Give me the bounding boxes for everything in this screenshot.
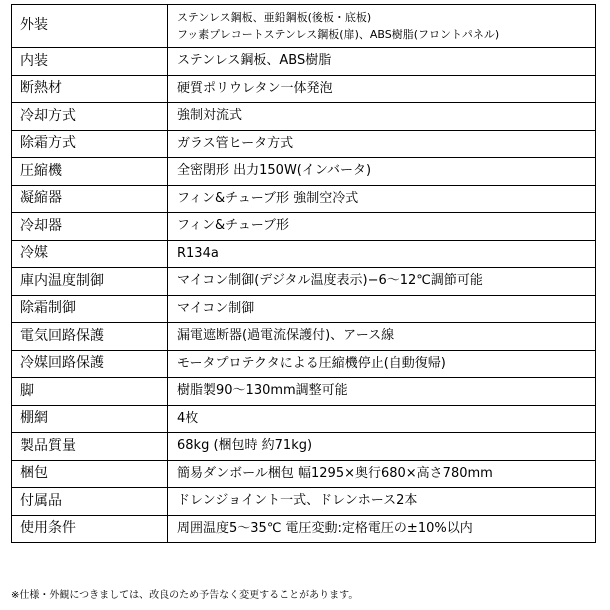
spec-value-line: 強制対流式 (177, 108, 243, 124)
spec-value (168, 488, 596, 516)
spec-row (12, 213, 596, 241)
spec-row (12, 103, 596, 131)
spec-label: 凝縮器 (12, 185, 168, 213)
spec-value (168, 103, 596, 131)
spec-row (12, 185, 596, 213)
spec-value (168, 268, 596, 296)
spec-label: 棚網 (12, 405, 168, 433)
spec-label: 冷媒 (12, 240, 168, 268)
spec-label: 除霜制御 (12, 295, 168, 323)
spec-value (168, 5, 596, 48)
spec-value-line: フィン&チューブ形 強制空冷式 (177, 190, 359, 206)
spec-value (168, 75, 596, 103)
spec-label: 脚 (12, 378, 168, 406)
spec-value (168, 515, 596, 543)
spec-label: 庫内温度制御 (12, 268, 168, 296)
spec-value (168, 350, 596, 378)
spec-value (168, 240, 596, 268)
spec-value-line: ドレンジョイント一式、ドレンホース2本 (177, 493, 418, 509)
spec-table (11, 4, 596, 543)
spec-value-line: ステンレス鋼板、亜鉛鋼板(後板・底板) (177, 11, 372, 24)
spec-row (12, 5, 596, 48)
spec-value (168, 323, 596, 351)
spec-row (12, 433, 596, 461)
spec-value-line: 68kg (梱包時 約71kg) (177, 438, 313, 454)
spec-table-body (12, 5, 596, 543)
spec-row (12, 295, 596, 323)
spec-row (12, 158, 596, 186)
spec-row (12, 515, 596, 543)
spec-label: 冷却方式 (12, 103, 168, 131)
spec-label: 冷媒回路保護 (12, 350, 168, 378)
spec-row (12, 350, 596, 378)
spec-value-line: 樹脂製90〜130mm調整可能 (177, 383, 348, 399)
spec-row (12, 323, 596, 351)
spec-value (168, 213, 596, 241)
spec-value (168, 378, 596, 406)
spec-value (168, 405, 596, 433)
spec-value-line: R134a (177, 245, 219, 261)
spec-value (168, 295, 596, 323)
spec-value-line: 簡易ダンボール梱包 幅1295×奥行680×高さ780mm (177, 465, 493, 481)
spec-value (168, 130, 596, 158)
spec-row (12, 460, 596, 488)
spec-value-line: モータプロテクタによる圧縮機停止(自動復帰) (177, 355, 446, 371)
spec-value (168, 460, 596, 488)
spec-value (168, 433, 596, 461)
spec-label: 付属品 (12, 488, 168, 516)
spec-label: 断熱材 (12, 75, 168, 103)
spec-row (12, 405, 596, 433)
spec-label: 冷却器 (12, 213, 168, 241)
spec-row (12, 48, 596, 76)
footnote: ※仕様・外観につきましては、改良のため予告なく変更することがあります。 (11, 590, 359, 601)
spec-value-line: 周囲温度5〜35℃ 電圧変動:定格電圧の±10%以内 (177, 520, 473, 536)
spec-row (12, 240, 596, 268)
spec-row (12, 488, 596, 516)
spec-value-line: ステンレス鋼板、ABS樹脂 (177, 53, 332, 69)
spec-row (12, 75, 596, 103)
spec-row (12, 268, 596, 296)
spec-row (12, 130, 596, 158)
spec-value-line: フィン&チューブ形 (177, 218, 290, 234)
spec-label: 電気回路保護 (12, 323, 168, 351)
spec-label: 梱包 (12, 460, 168, 488)
spec-label: 外装 (12, 5, 168, 48)
spec-label: 圧縮機 (12, 158, 168, 186)
spec-value-line: マイコン制御(デジタル温度表示)−6〜12℃調節可能 (177, 273, 483, 289)
spec-value (168, 158, 596, 186)
spec-value-line: ガラス管ヒータ方式 (177, 135, 294, 151)
spec-label: 内装 (12, 48, 168, 76)
spec-label: 除霜方式 (12, 130, 168, 158)
spec-value (168, 185, 596, 213)
spec-label: 製品質量 (12, 433, 168, 461)
spec-value-line: 硬質ポリウレタン一体発泡 (177, 80, 333, 96)
spec-value-line: フッ素プレコートステンレス鋼板(扉)、ABS樹脂(フロントパネル) (177, 28, 500, 41)
spec-value-line: 漏電遮断器(過電流保護付)、アース線 (177, 328, 395, 344)
spec-value (168, 48, 596, 76)
spec-value-line: 全密閉形 出力150W(インバータ) (177, 163, 372, 179)
spec-value-line: 4枚 (177, 410, 199, 426)
spec-row (12, 378, 596, 406)
spec-value-line: マイコン制御 (177, 300, 255, 316)
spec-label: 使用条件 (12, 515, 168, 543)
